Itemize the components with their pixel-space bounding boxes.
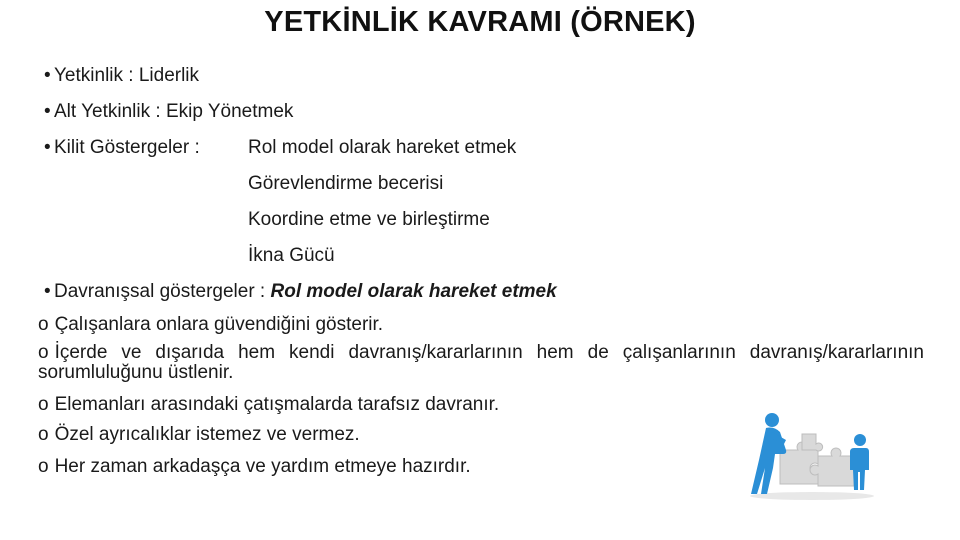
bullet-text: Yetkinlik : Liderlik xyxy=(54,65,200,86)
shadow-shape xyxy=(750,492,874,500)
behavior-text: İçerde ve dışarıda hem kendi davranış/kararlarının hem de çalışanlarının davranış/kararlarının sorumluluğunu üstlenir. xyxy=(38,342,924,383)
behavior-item xyxy=(38,393,499,417)
bullet-mark: • xyxy=(44,101,51,122)
behavior-text: Elemanları arasındaki çatışmalarda tarafsız davranır. xyxy=(54,394,500,415)
bullet-mark: • xyxy=(44,137,51,158)
key-indicator-item: Koordine etme ve birleştirme xyxy=(248,209,490,230)
behavior-item xyxy=(38,343,924,383)
sub-bullet-mark: o xyxy=(38,314,49,335)
sub-bullet-mark: o xyxy=(38,424,49,445)
sub-bullet-mark: o xyxy=(38,342,49,363)
bullet-sub-competency xyxy=(44,100,293,124)
behavior-item xyxy=(38,423,360,447)
bullet-mark: • xyxy=(44,281,51,302)
behavior-item xyxy=(38,455,471,479)
key-indicator-item: Rol model olarak hareket etmek xyxy=(248,137,517,158)
bullet-key-indicators xyxy=(44,136,200,160)
behavioral-label: Davranışsal göstergeler : xyxy=(54,281,271,302)
behavior-text: Çalışanlara onlara güvendiğini gösterir. xyxy=(54,314,384,335)
sub-bullet-mark: o xyxy=(38,394,49,415)
bullet-competency xyxy=(44,64,199,88)
behavioral-emphasis: Rol model olarak hareket etmek xyxy=(270,281,557,302)
puzzle-pieces xyxy=(780,434,854,486)
bullet-mark: • xyxy=(44,65,51,86)
behavior-item xyxy=(38,313,383,337)
teamwork-puzzle-icon xyxy=(742,410,880,502)
behavior-text: Her zaman arkadaşça ve yardım etmeye hazırdır. xyxy=(54,456,471,477)
key-indicator-item: Görevlendirme becerisi xyxy=(248,173,444,194)
key-indicator-item: İkna Gücü xyxy=(248,245,335,266)
behavior-text: Özel ayrıcalıklar istemez ve vermez. xyxy=(54,424,360,445)
slide-title: YETKİNLİK KAVRAMI (ÖRNEK) xyxy=(264,6,696,38)
bullet-text: Alt Yetkinlik : Ekip Yönetmek xyxy=(54,101,294,122)
bullet-text: Kilit Göstergeler : xyxy=(54,137,200,158)
bullet-behavioral-indicators xyxy=(44,280,557,304)
sub-bullet-mark: o xyxy=(38,456,49,477)
